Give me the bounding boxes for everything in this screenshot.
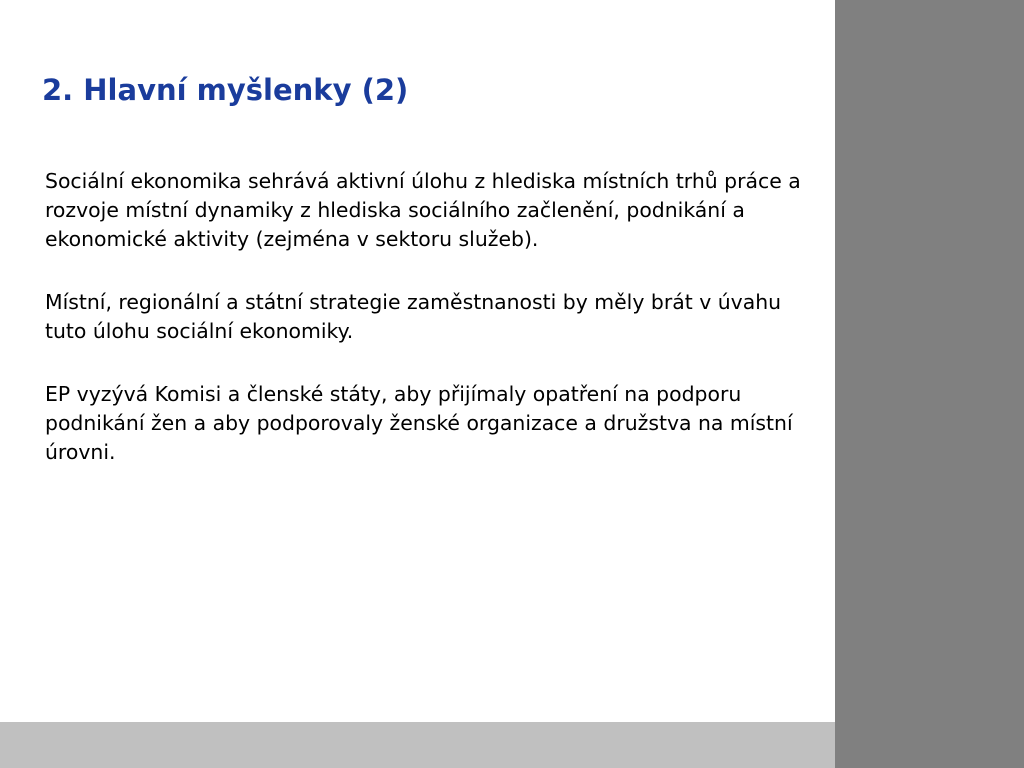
- paragraph-1: Sociální ekonomika sehrává aktivní úlohu z hlediska místních trhů práce a rozvoje místní dynamiky z hlediska sociálního začlenění, podnikání a ekonomické aktivity (zejména v sektoru služeb).: [45, 169, 801, 251]
- right-side-bar: [835, 0, 1024, 768]
- slide-body: [45, 167, 815, 501]
- paragraph-2: Místní, regionální a státní strategie zaměstnanosti by měly brát v úvahu tuto úlohu sociální ekonomiky.: [45, 290, 782, 343]
- paragraph-3: EP vyzývá Komisi a členské státy, aby přijímaly opatření na podporu podnikání žen a aby podporovaly ženské organizace a družstva na místní úrovni.: [45, 382, 793, 464]
- slide-title: 2. Hlavní myšlenky (2): [42, 73, 409, 107]
- bottom-bar: [0, 722, 835, 768]
